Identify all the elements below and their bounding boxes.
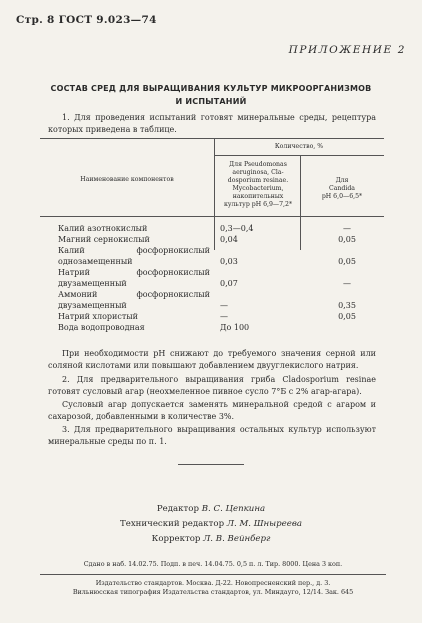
footnote-text: При необходимости pH снижают до требуемого значения серной или соляной кислотами или повышают добавлением двууглекислого натрия.: [48, 349, 376, 370]
col1-header-line: Mycobacterium,: [232, 185, 284, 192]
publication-info: Сдано в наб. 14.02.75. Подп. в печ. 14.04.75. 0,5 п. л. Тир. 8000. Цена 3 коп.: [83, 560, 343, 568]
table-row-value-1: —: [220, 312, 228, 321]
paragraph-4: [48, 424, 376, 448]
page-reference: Стр. 8 ГОСТ 9.023—74: [16, 14, 157, 26]
table-row-name: Вода водопроводная: [58, 323, 145, 332]
col1-header-line: aeruginosa, Cla-: [232, 169, 284, 176]
col2-header-line: Для: [335, 177, 349, 184]
table-row-name: Калий фосфорнокислый однозамещенный: [58, 246, 210, 266]
paragraph-3-text: Сусловый агар допускается заменять минеральной средой с агаром и сахарозой, добавленными в количестве 3%.: [48, 400, 376, 421]
credit-name: В. С. Цепкина: [201, 504, 266, 514]
title-line-1: СОСТАВ СРЕД ДЛЯ ВЫРАЩИВАНИЯ КУЛЬТУР МИКРООРГАНИЗМОВ: [50, 84, 372, 93]
paragraph-4-text: 3. Для предварительного выращивания остальных культур используют минеральные среды по п. 1.: [48, 425, 376, 446]
credit-name: Л. В. Вейнберг: [203, 534, 271, 544]
table-top-rule: [40, 138, 384, 139]
section-separator: [178, 464, 244, 465]
col1-header: [216, 161, 300, 209]
table-row-value-1: 0,04: [220, 235, 238, 244]
imprint-line-1: Издательство стандартов. Москва. Д-22. Новопресненский пер., д. 3.: [95, 579, 331, 587]
table-row-name: Натрий хлористый: [58, 312, 138, 321]
col1-header-line: культур pH 6,9—7,2*: [223, 201, 293, 208]
credit-role: Корректор: [151, 534, 201, 544]
col2-header-line: pH 6,0—6,5*: [321, 193, 363, 200]
col1-header-line: dosporium resinae.: [227, 177, 289, 184]
table-row-value-1: —: [220, 301, 228, 310]
credit-name: Л. М. Шныреева: [226, 519, 302, 529]
col2-header-line: Candida: [329, 185, 355, 192]
credits: [0, 502, 422, 547]
imprint-line-2: Вильнюсская типография Издательства стандартов, ул. Миндауго, 12/14. Зак. 645: [72, 588, 354, 596]
table-subheader-rule: [214, 155, 384, 156]
col-header-quantity: Количество, %: [274, 143, 324, 150]
credit-editor: [0, 502, 422, 517]
imprint-rule: [40, 574, 386, 575]
table-row-value-2: 0,05: [338, 235, 356, 244]
paragraph-2-text: 2. Для предварительного выращивания гриба Cladosporium resinae готовят сусловый агар (неохмеленное пивное сусло 7°Б с 2% агар-агара).: [48, 375, 376, 396]
table-row-name: Магний сернокислый: [58, 235, 150, 244]
appendix-label: ПРИЛОЖЕНИЕ 2: [288, 44, 406, 56]
table-row-value-1: 0,07: [220, 279, 238, 288]
table-row-name: Натрий фосфорнокислый двузамещенный: [58, 268, 210, 288]
col-header-components: Наименование компонентов: [80, 176, 174, 183]
col1-header-line: накопительных: [232, 193, 284, 200]
paragraph-1: [48, 112, 376, 136]
imprint: [40, 579, 386, 597]
table-row-value-2: —: [343, 224, 351, 233]
paragraph-3: [48, 399, 376, 423]
table-row-value-1: 0,3—0,4: [220, 224, 254, 233]
document-title: [0, 82, 422, 108]
credit-role: Технический редактор: [120, 519, 225, 529]
table-row-name: Аммоний фосфорнокислый двузамещенный: [58, 290, 210, 310]
credit-tech-editor: [0, 517, 422, 532]
table-row-value-1: До 100: [220, 323, 250, 332]
footnote: [48, 348, 376, 372]
title-line-2: И ИСПЫТАНИЙ: [175, 97, 247, 106]
paragraph-1-text: 1. Для проведения испытаний готовят минеральные среды, рецептура которых приведена в таблице.: [48, 113, 376, 134]
col1-header-line: Для Pseudomonas: [229, 161, 287, 168]
col2-header: [300, 177, 384, 201]
credit-corrector: [0, 532, 422, 547]
paragraph-2: [48, 374, 376, 398]
table-row-name: Калий азотнокислый: [58, 224, 148, 233]
credit-role: Редактор: [156, 504, 199, 514]
table-row-value-2: 0,05: [338, 312, 356, 321]
table-divider-2: [300, 155, 301, 250]
table-row-value-1: 0,03: [220, 257, 238, 266]
table-header-bottom-rule: [40, 216, 384, 217]
table-row-value-2: 0,35: [338, 301, 356, 310]
table-row-value-2: 0,05: [338, 257, 356, 266]
table-row-value-2: —: [343, 279, 351, 288]
